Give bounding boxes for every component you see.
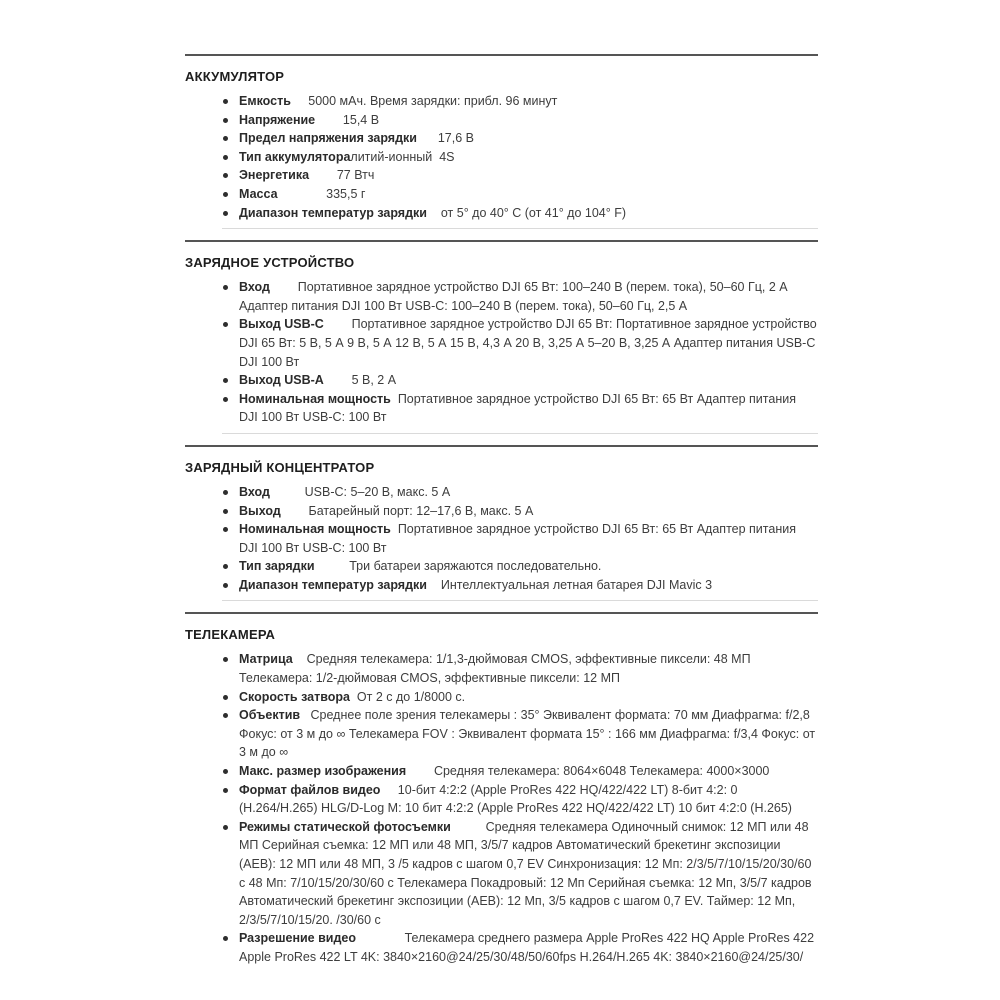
bullet-icon <box>223 825 228 830</box>
bullet-icon <box>223 713 228 718</box>
bullet-icon <box>223 769 228 774</box>
spec-label: Формат файлов видео <box>239 782 381 797</box>
spec-item <box>222 92 818 111</box>
spec-label: Выход USB-A <box>239 373 324 388</box>
spec-value: Портативное зарядное устройство DJI 65 Вт: 100–240 В (перем. тока), 50–60 Гц, 2 А Адаптер питания DJI 100 Вт USB-C: 100–240 В (перем. тока), 50–60 Гц, 2,5 А <box>239 280 792 313</box>
bullet-icon <box>223 527 228 532</box>
bullet-icon <box>223 788 228 793</box>
spec-label: Диапазон температур зарядки <box>239 577 427 592</box>
spec-label: Напряжение <box>239 112 316 127</box>
spec-section <box>185 240 821 434</box>
section-title: ЗАРЯДНЫЙ КОНЦЕНТРАТОР <box>185 459 375 475</box>
spec-item <box>222 688 818 707</box>
bullet-icon <box>223 378 228 383</box>
section-title: АККУМУЛЯТОР <box>185 69 285 84</box>
spec-value: 17,6 В <box>416 131 474 146</box>
spec-label: Выход <box>239 503 281 518</box>
bullet-icon <box>223 173 228 178</box>
spec-value: 15,4 В <box>315 112 380 127</box>
spec-value: USB-C: 5–20 В, макс. 5 А <box>269 484 451 499</box>
spec-label: Вход <box>239 280 270 295</box>
spec-item <box>222 148 818 167</box>
bullet-icon <box>223 936 228 941</box>
spec-label: Скорость затвора <box>239 689 350 704</box>
spec-item <box>222 502 818 521</box>
spec-value: Три батареи заряжаются последовательно. <box>314 559 602 574</box>
spec-value: Портативное зарядное устройство DJI 65 Вт: 65 Вт Адаптер питания DJI 100 Вт USB-C: 100 Вт <box>239 522 800 555</box>
spec-section <box>185 612 818 972</box>
spec-label: Номинальная мощность <box>239 522 391 537</box>
spec-label: Энергетика <box>239 168 310 183</box>
bullet-icon <box>223 136 228 141</box>
spec-value: 5 В, 2 А <box>323 373 397 388</box>
bullet-icon <box>223 155 228 160</box>
spec-item <box>222 929 818 966</box>
spec-item <box>222 371 818 390</box>
spec-value: от 5° до 40° C (от 41° до 104° F) <box>426 205 627 220</box>
bullet-icon <box>223 192 228 197</box>
spec-value: 77 Втч <box>309 168 375 183</box>
bullet-icon <box>223 509 228 514</box>
spec-value: Портативное зарядное устройство DJI 65 Вт: 65 Вт Адаптер питания DJI 100 Вт USB-C: 100 Вт <box>239 391 800 425</box>
bullet-icon <box>223 695 228 700</box>
spec-item <box>222 781 818 818</box>
bullet-icon <box>223 99 228 104</box>
spec-item <box>222 185 818 204</box>
spec-label: Разрешение видео <box>239 931 356 946</box>
bullet-icon <box>223 285 228 290</box>
spec-item <box>222 390 818 427</box>
spec-item <box>222 315 821 371</box>
bullet-icon <box>223 397 228 402</box>
spec-value: Батарейный порт: 12–17,6 В, макс. 5 А <box>280 503 534 518</box>
spec-list <box>222 278 821 434</box>
spec-value: Интеллектуальная летная батарея DJI Mavic 3 <box>426 577 713 592</box>
spec-item <box>222 818 818 930</box>
spec-value: 335,5 г <box>277 186 366 201</box>
spec-item <box>222 520 818 557</box>
spec-label: Предел напряжения зарядки <box>239 131 417 146</box>
spec-label: Макс. размер изображения <box>239 764 407 779</box>
spec-item <box>222 483 818 502</box>
spec-value: От 2 с до 1/8000 с. <box>349 689 466 704</box>
bullet-icon <box>223 583 228 588</box>
spec-value: Телекамера среднего размера Apple ProRes 422 HQ Apple ProRes 422 Apple ProRes 422 LT 4K: 3840×2160@24/25/30/48/50/60fps H.264/H.265 4K: 3840×2160@24/25/30/ <box>239 931 817 964</box>
spec-item <box>222 762 818 781</box>
spec-label: Объектив <box>239 708 301 723</box>
spec-document-content <box>185 54 821 973</box>
spec-list <box>222 483 818 602</box>
bullet-icon <box>223 490 228 495</box>
spec-item <box>222 576 818 595</box>
spec-item <box>222 557 818 576</box>
spec-item <box>222 129 818 148</box>
bullet-icon <box>223 118 228 123</box>
spec-label: Тип зарядки <box>239 559 315 574</box>
spec-value: 10-бит 4:2:2 (Apple ProRes 422 HQ/422/422 LT) 8-бит 4:2: 0 (H.264/H.265) HLG/D-Log M: 10 бит 4:2:2 (Apple ProRes 422 HQ/422/422 LT) 10 бит 4:2:0 (H.265) <box>239 782 792 816</box>
section-title: ТЕЛЕКАМЕРА <box>185 627 276 643</box>
spec-value: Средняя телекамера Одиночный снимок: 12 МП или 48 МП Серийная съемка: 12 МП или 48 МП, 3/5/7 кадров Автоматический брекетинг экспозиции (AEB): 12 МП или 48 МП, 3 /5 кадров с шагом 0,7 EV Синхронизация: 12 Мп: 2/3/5/7/10/15/20/30/60 с 48 Мп: 7/10/15/20/30/60 с Телекамера Покадровый: 12 Мп Серийная съемка: 12 Мп, 3/5/7 кадров Автоматический брекетинг экспозиции (AEB): 12 Мп, 3/5 кадров с шагом 0,7 EV. Таймер: 12 Мп, 2/3/5/7/10/15/20. /30/60 с <box>239 819 816 927</box>
spec-label: Масса <box>239 186 278 201</box>
spec-item <box>222 650 818 687</box>
spec-value: Среднее поле зрения телекамеры : 35° Эквивалент формата: 70 мм Диафрагма: f/2,8 Фокус: от 3 м до ∞ Телекамера FOV : Эквивалент формата 15° : 166 мм Диафрагма: f/3,4 Фокус: от 3 м до ∞ <box>239 708 819 760</box>
spec-item <box>222 204 818 223</box>
bullet-icon <box>223 211 228 216</box>
bullet-icon <box>223 322 228 327</box>
spec-item <box>222 278 818 315</box>
spec-list <box>222 92 818 229</box>
spec-label: Выход USB-C <box>239 317 324 332</box>
spec-list <box>222 650 818 972</box>
spec-label: Диапазон температур зарядки <box>239 205 427 220</box>
spec-value: Портативное зарядное устройство DJI 65 Вт: Портативное зарядное устройство DJI 65 Вт: 5 В, 5 А 9 В, 5 А 12 В, 5 А 15 В, 4,3 А 20 В, 3,25 А 5–20 В, 3,25 А Адаптер питания USB-C DJI 100 Вт <box>239 317 821 369</box>
spec-value: Средняя телекамера: 1/1,3-дюймовая CMOS, эффективные пиксели: 48 МП Телекамера: 1/2-дюймовая CMOS, эффективные пиксели: 12 МП <box>239 652 755 686</box>
spec-value: 5000 мАч. Время зарядки: прибл. 96 минут <box>290 94 558 108</box>
spec-section <box>185 445 818 602</box>
spec-label: Емкость <box>239 94 291 108</box>
spec-label: Режимы статической фотосъемки <box>239 819 451 834</box>
bullet-icon <box>223 564 228 569</box>
spec-value: Средняя телекамера: 8064×6048 Телекамера: 4000×3000 <box>406 764 770 779</box>
spec-value: литий-ионный 4S <box>350 149 455 164</box>
spec-label: Матрица <box>239 652 293 667</box>
section-title: ЗАРЯДНОЕ УСТРОЙСТВО <box>185 255 355 271</box>
spec-section <box>185 54 818 229</box>
bullet-icon <box>223 657 228 662</box>
spec-label: Вход <box>239 484 270 499</box>
spec-label: Номинальная мощность <box>239 391 391 406</box>
spec-label: Тип аккумулятора <box>239 149 351 164</box>
spec-item <box>222 706 818 762</box>
spec-item <box>222 111 818 130</box>
spec-item <box>222 166 818 185</box>
